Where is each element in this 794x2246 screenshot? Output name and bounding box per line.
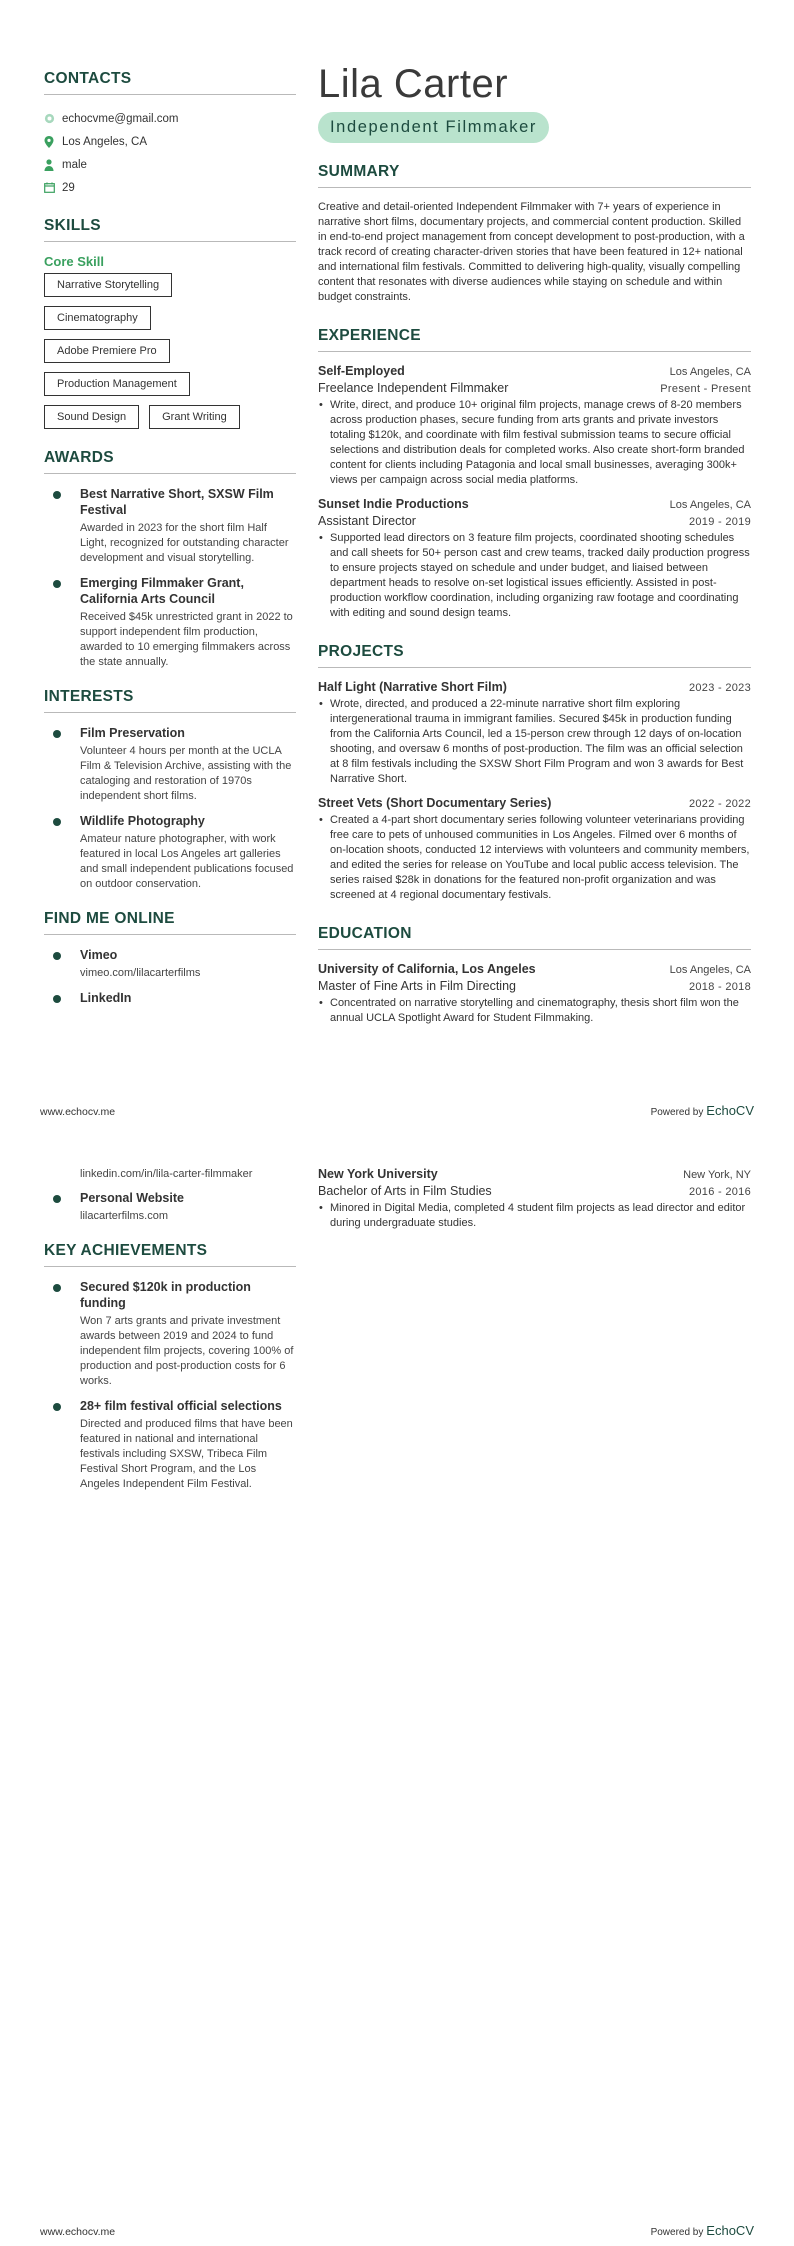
contact-location: Los Angeles, CA: [44, 130, 296, 153]
role-badge: Independent Filmmaker: [318, 112, 549, 143]
email-icon: [44, 113, 62, 124]
education-entry: [318, 962, 751, 1026]
experience-location: Los Angeles, CA: [669, 499, 751, 511]
key-achievements-heading: KEY ACHIEVEMENTS: [44, 1242, 296, 1267]
echocv-logo: EchoCV: [706, 1103, 754, 1118]
bullet-dot-icon: [53, 1284, 61, 1292]
awards-list: [44, 486, 296, 670]
education-degree: Bachelor of Arts in Film Studies: [318, 1184, 492, 1198]
interest-item: Film Preservation Volunteer 4 hours per month at the UCLA Film & Television Archive, assisting with the cataloging and restoration of 1970s independent short films.: [44, 725, 296, 804]
project-dates: 2022 - 2022: [688, 798, 751, 810]
vimeo-link[interactable]: vimeo.com/lilacarterfilms: [80, 967, 201, 979]
skill-chip: Cinematography: [44, 306, 151, 330]
education-dates: 2016 - 2016: [688, 1186, 751, 1198]
project-dates: 2023 - 2023: [688, 682, 751, 694]
skills-heading: SKILLS: [44, 217, 296, 242]
experience-org: Self-Employed: [318, 364, 405, 378]
achievements-list: [44, 1279, 296, 1492]
interests-heading: INTERESTS: [44, 688, 296, 713]
experience-dates: 2019 - 2019: [688, 516, 751, 528]
projects-heading: PROJECTS: [318, 643, 751, 668]
left-column: [44, 70, 296, 1006]
online-item-website: Personal Website lilacarterfilms.com: [44, 1190, 296, 1224]
online-item-vimeo: Vimeo vimeo.com/lilacarterfilms: [44, 947, 296, 981]
experience-bullet: • Supported lead directors on 3 feature film projects, coordinated shooting schedules and call sheets for 50+ person cast and crew teams, tracked daily production progress to ensure projects stayed on schedule and under budget, and liaised between department heads to resolve on-set logistical issues efficiently. Assisted in post-production workflow coordination, including organizing raw footage and coordinating with editing and sound design teams.: [319, 532, 750, 619]
contact-gender: male: [44, 153, 296, 176]
education-location: New York, NY: [683, 1169, 751, 1181]
experience-position: Assistant Director: [318, 514, 416, 528]
bullet-dot-icon: [53, 1195, 61, 1203]
experience-bullet: • Write, direct, and produce 10+ original film projects, manage crews of 8-20 members across production phases, secure funding from arts grants and private investors totaling $120k, and coordinate with film festival submission teams to secure official selections and distribution deals for completed works. Also create short-form branded content for clients including Patagonia and local small businesses, averaging 300k+ views per campaign across social media platforms.: [319, 399, 745, 486]
skill-chip: Production Management: [44, 372, 190, 396]
footer-site-link[interactable]: www.echocv.me: [40, 1106, 116, 1118]
achievement-item: 28+ film festival official selections Directed and produced films that have been featured in national and international festivals including SXSW, Tribeca Film Festival Short Program, and the Los Angeles Independent Film Festival.: [44, 1398, 296, 1492]
award-item: Best Narrative Short, SXSW Film Festival Awarded in 2023 for the short film Half Light, recognized for outstanding character development and visual storytelling.: [44, 486, 296, 566]
experience-location: Los Angeles, CA: [669, 366, 751, 378]
interests-list: [44, 725, 296, 892]
right-column-continued: [318, 1167, 751, 1231]
bullet-dot-icon: [53, 818, 61, 826]
bullet-dot-icon: [53, 491, 61, 499]
page-footer: [40, 2223, 754, 2238]
experience-entry: [318, 497, 751, 621]
footer-powered: Powered by EchoCV: [650, 1103, 754, 1118]
project-bullet: • Created a 4-part short documentary series following volunteer veterinarians providing free care to pets of unhoused communities in Los Angeles. Filmed over 6 months of on-location shoots, conducted 12 interviews with volunteers and community members, and edited the series for release on YouTube and local public access television. The series raised $28k in donations for the featured non-profit organization and was screened at 4 regional documentary festivals.: [319, 814, 750, 901]
education-heading: EDUCATION: [318, 925, 751, 950]
linkedin-link[interactable]: linkedin.com/in/lila-carter-filmmaker: [80, 1168, 253, 1180]
bullet-dot-icon: [53, 995, 61, 1003]
skill-chip: Adobe Premiere Pro: [44, 339, 170, 363]
education-location: Los Angeles, CA: [669, 964, 751, 976]
echocv-logo: EchoCV: [706, 2223, 754, 2238]
award-item: Emerging Filmmaker Grant, California Arts Council Received $45k unrestricted grant in 2022 to support independent film production, awarded to 10 emerging filmmakers across the state annually.: [44, 575, 296, 670]
contact-list: [44, 107, 296, 199]
skill-chip: Sound Design: [44, 405, 139, 429]
right-column: [318, 62, 751, 1026]
online-item-linkedin-continued: [44, 1167, 296, 1182]
bullet-dot-icon: [53, 730, 61, 738]
online-list: [44, 947, 296, 1006]
left-column-continued: [44, 1167, 296, 1501]
experience-heading: EXPERIENCE: [318, 327, 751, 352]
bullet-dot-icon: [53, 580, 61, 588]
education-dates: 2018 - 2018: [688, 981, 751, 993]
location-pin-icon: [44, 136, 62, 148]
calendar-icon: [44, 182, 62, 193]
achievement-item: Secured $120k in production funding Won 7 arts grants and private investment awards between 2019 and 2024 to fund independent film projects, covering 100% of production and post-production costs for 6 works.: [44, 1279, 296, 1389]
skill-group-label: Core Skill: [44, 254, 104, 269]
education-bullet: • Concentrated on narrative storytelling and cinematography, thesis short film won the annual UCLA Spotlight Award for Student Filmmaking.: [319, 997, 739, 1024]
education-degree: Master of Fine Arts in Film Directing: [318, 979, 516, 993]
bullet-dot-icon: [53, 952, 61, 960]
skill-chip: Grant Writing: [149, 405, 240, 429]
project-bullet: • Wrote, directed, and produced a 22-minute narrative short film exploring intergenerational trauma in immigrant families. Secured $45k in production funding from the California Arts Council, led a 15-person crew through 12 days of on-location shooting, and oversaw 6 months of post-production. The film was an official selection at 8 film festivals including the SXSW Short Film Program and won 3 awards for Best Narrative Short.: [319, 698, 744, 785]
skill-chips: [44, 273, 296, 429]
education-org: New York University: [318, 1167, 438, 1181]
awards-heading: AWARDS: [44, 449, 296, 474]
summary-text: Creative and detail-oriented Independent Filmmaker with 7+ years of experience in narrative short films, documentary projects, and commercial content production. Skilled in end-to-end project management from concept development to post-production, with a track record of creating character-driven stories that have been featured in 12+ national and international film festivals. Committed to delivering high-quality, visually compelling content that resonates with diverse audiences while staying on schedule and within budget constraints.: [318, 201, 745, 303]
contact-age: 29: [44, 176, 296, 199]
education-bullet: • Minored in Digital Media, completed 4 student film projects as lead director and editor during undergraduate studies.: [319, 1202, 746, 1229]
summary-heading: SUMMARY: [318, 163, 751, 188]
experience-position: Freelance Independent Filmmaker: [318, 381, 509, 395]
person-icon: [44, 159, 62, 171]
footer-site-link[interactable]: www.echocv.me: [40, 2226, 116, 2238]
skill-chip: Narrative Storytelling: [44, 273, 172, 297]
resume-page-2: [0, 1123, 794, 2246]
project-entry: [318, 680, 751, 787]
find-me-online-heading: FIND ME ONLINE: [44, 910, 296, 935]
project-title: Street Vets (Short Documentary Series): [318, 796, 552, 810]
online-item-linkedin: LinkedIn: [44, 990, 296, 1006]
experience-entry: [318, 364, 751, 488]
bullet-dot-icon: [53, 1403, 61, 1411]
footer-powered: Powered by EchoCV: [650, 2223, 754, 2238]
interest-item: Wildlife Photography Amateur nature photographer, with work featured in local Los Angeles art galleries and small independent publications focused on outdoor conservation.: [44, 813, 296, 892]
experience-dates: Present - Present: [660, 383, 751, 395]
education-entry: [318, 1167, 751, 1231]
page-footer: [40, 1103, 754, 1118]
project-title: Half Light (Narrative Short Film): [318, 680, 507, 694]
experience-org: Sunset Indie Productions: [318, 497, 469, 511]
website-link[interactable]: lilacarterfilms.com: [80, 1210, 169, 1222]
education-org: University of California, Los Angeles: [318, 962, 536, 976]
candidate-name: Lila Carter: [318, 62, 509, 106]
contact-email[interactable]: echocvme@gmail.com: [44, 107, 296, 130]
project-entry: [318, 796, 751, 903]
contacts-heading: CONTACTS: [44, 70, 296, 95]
